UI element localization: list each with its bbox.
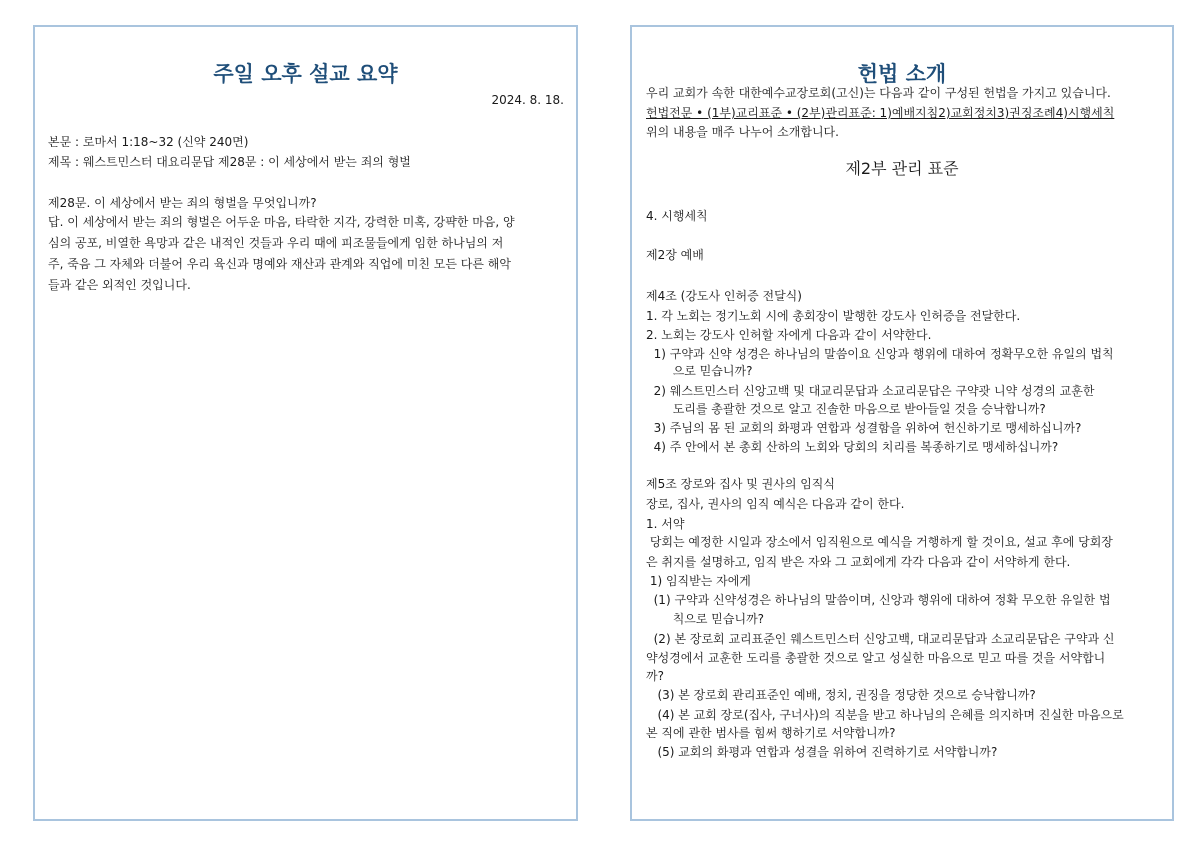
- chapter-heading: 제2장 예배: [646, 248, 704, 262]
- answer-line: 답. 이 세상에서 받는 죄의 형벌은 어두운 마음, 타락한 지각, 강력한 미혹, 강퍅한 마음, 양: [48, 215, 515, 229]
- article-line: 까?: [646, 669, 664, 683]
- article-line: 4) 주 안에서 본 총회 산하의 노회와 당회의 치리를 복종하기로 맹세하십니까?: [646, 440, 1059, 454]
- intro-note: 위의 내용을 매주 나누어 소개합니다.: [646, 125, 839, 139]
- part-heading: 제2부 관리 표준: [845, 159, 959, 178]
- article-line: 1) 구약과 신약 성경은 하나님의 말씀이요 신앙과 행위에 대하여 정확무오한 유일의 법칙: [646, 347, 1114, 361]
- article-line: 은 취지를 설명하고, 임직 받은 자와 그 교회에게 각각 다음과 같이 서약하게 한다.: [646, 555, 1071, 569]
- catechism-question: 제28문. 이 세상에서 받는 죄의 형벌을 무엇입니까?: [48, 196, 317, 210]
- article-line: 당회는 예정한 시일과 장소에서 임직원으로 예식을 거행하게 할 것이요, 설교 후에 당회장: [646, 535, 1113, 549]
- sermon-subject: 제목 : 웨스트민스터 대요리문답 제28문 : 이 세상에서 받는 죄의 형벌: [48, 155, 411, 169]
- article-line: 본 직에 관한 범사를 힘써 행하기로 서약합니까?: [646, 726, 896, 740]
- left-page: [33, 25, 578, 821]
- article-line: 3) 주님의 몸 된 교회의 화평과 연합과 성결함을 위하여 헌신하기로 맹세하십니까?: [646, 421, 1082, 435]
- article-line: 장로, 집사, 권사의 임직 예식은 다음과 같이 한다.: [646, 497, 905, 511]
- article-title: 제5조 장로와 집사 및 권사의 임직식: [646, 477, 835, 491]
- article-title: 제4조 (강도사 인허증 전달식): [646, 289, 802, 303]
- constitution-structure: 헌법전문 • (1부)교리표준 • (2부)관리표준: 1)예배지침2)교회정치3)권징조례4)시행세칙: [646, 106, 1115, 120]
- article-line: (1) 구약과 신약성경은 하나님의 말씀이며, 신앙과 행위에 대하여 정확 무오한 유일한 법: [646, 593, 1111, 607]
- section-heading: 4. 시행세칙: [646, 209, 708, 223]
- article-line: 도리를 총괄한 것으로 알고 진솔한 마음으로 받아들일 것을 승낙합니까?: [646, 402, 1046, 416]
- page-title: 주일 오후 설교 요약: [213, 62, 398, 86]
- article-line: 1. 각 노회는 정기노회 시에 총회장이 발행한 강도사 인허증을 전달한다.: [646, 309, 1021, 323]
- article-line: 2. 노회는 강도사 인허할 자에게 다음과 같이 서약한다.: [646, 328, 932, 342]
- article-line: 약성경에서 교훈한 도리를 총괄한 것으로 알고 성실한 마음으로 믿고 따를 것을 서약합니: [646, 651, 1106, 665]
- article-line: (2) 본 장로회 교리표준인 웨스트민스터 신앙고백, 대교리문답과 소교리문답은 구약과 신: [646, 632, 1115, 646]
- answer-line: 심의 공포, 비열한 욕망과 같은 내적인 것들과 우리 때에 피조물들에게 임한 하나님의 저: [48, 236, 504, 250]
- article-line: 1. 서약: [646, 517, 685, 531]
- article-line: (4) 본 교회 장로(집사, 구너사)의 직분을 받고 하나님의 은혜를 의지하며 진실한 마음으로: [646, 708, 1124, 722]
- article-line: 1) 임직받는 자에게: [646, 574, 751, 588]
- answer-line: 주, 죽음 그 자체와 더불어 우리 육신과 명예와 재산과 관계와 직업에 미친 모든 다른 해악: [48, 257, 511, 271]
- article-line: (3) 본 장로회 관리표준인 예배, 정치, 권징을 정당한 것으로 승낙합니까?: [646, 688, 1036, 702]
- article-line: (5) 교회의 화평과 연합과 성결을 위하여 진력하기로 서약합니까?: [646, 745, 998, 759]
- article-line: 으로 믿습니까?: [646, 364, 753, 378]
- article-line: 칙으로 믿습니까?: [646, 612, 765, 626]
- intro-text: 우리 교회가 속한 대한예수교장로회(고신)는 다음과 같이 구성된 헌법을 가지고 있습니다.: [646, 86, 1111, 100]
- answer-line: 들과 같은 외적인 것입니다.: [48, 278, 191, 292]
- right-page: [630, 25, 1174, 821]
- page-title: 헌법 소개: [857, 62, 947, 86]
- article-line: 2) 웨스트민스터 신앙고백 및 대교리문답과 소교리문답은 구약괏 니약 성경의 교훈한: [646, 384, 1095, 398]
- scripture-reference: 본문 : 로마서 1:18~32 (신약 240면): [48, 135, 249, 149]
- date: 2024. 8. 18.: [491, 93, 564, 107]
